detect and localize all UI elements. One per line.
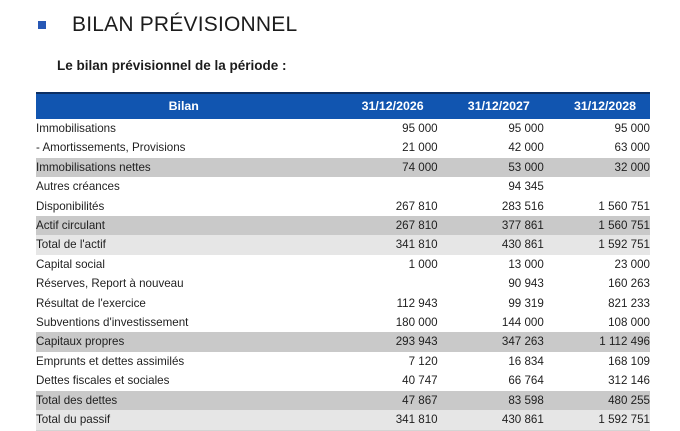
row-label: Emprunts et dettes assimilés [36,352,331,371]
row-value-2026: 95 000 [331,119,437,138]
table-row [36,294,650,313]
row-value-2026: 21 000 [331,138,437,157]
row-label: Capitaux propres [36,332,331,351]
column-header-2027: 31/12/2027 [438,93,544,119]
table-header [36,93,650,119]
column-header-2026: 31/12/2026 [331,93,437,119]
table-row [36,352,650,371]
row-value-2027: 430 861 [438,410,544,430]
row-label: Actif circulant [36,216,331,235]
row-label: Total du passif [36,410,331,430]
row-value-2026: 341 810 [331,410,437,430]
row-value-2028: 1 560 751 [544,197,650,216]
row-value-2028: 160 263 [544,274,650,293]
row-value-2026: 341 810 [331,235,437,254]
row-value-2026: 293 943 [331,332,437,351]
row-label: Subventions d'investissement [36,313,331,332]
balance-sheet-table [36,92,650,431]
table-row [36,410,650,430]
row-value-2028: 1 560 751 [544,216,650,235]
row-value-2027: 377 861 [438,216,544,235]
row-value-2026: 267 810 [331,197,437,216]
column-header-2028: 31/12/2028 [544,93,650,119]
row-value-2028: 32 000 [544,158,650,177]
row-value-2028: 1 592 751 [544,410,650,430]
row-value-2027: 83 598 [438,391,544,410]
table-row [36,391,650,410]
row-value-2027: 42 000 [438,138,544,157]
row-label: Immobilisations [36,119,331,138]
table-row [36,255,650,274]
column-header-bilan: Bilan [36,93,331,119]
row-value-2026: 40 747 [331,371,437,390]
table-row [36,313,650,332]
slide-title-row [38,13,297,37]
row-label: Autres créances [36,177,331,196]
row-value-2026: 74 000 [331,158,437,177]
bullet-square-icon [38,21,46,29]
balance-sheet-table-container [36,92,650,431]
table-row [36,119,650,138]
row-value-2028 [544,177,650,196]
table-body [36,119,650,430]
slide-subtitle: Le bilan prévisionnel de la période : [57,58,287,73]
row-value-2028: 312 146 [544,371,650,390]
row-value-2028: 1 112 496 [544,332,650,351]
table-row [36,216,650,235]
row-value-2028: 23 000 [544,255,650,274]
row-value-2026 [331,274,437,293]
row-value-2028: 108 000 [544,313,650,332]
row-value-2026: 180 000 [331,313,437,332]
table-row [36,197,650,216]
row-value-2027: 13 000 [438,255,544,274]
table-row [36,158,650,177]
row-value-2027: 66 764 [438,371,544,390]
row-value-2027: 430 861 [438,235,544,254]
table-row [36,332,650,351]
table-row [36,177,650,196]
row-label: Dettes fiscales et sociales [36,371,331,390]
row-value-2027: 99 319 [438,294,544,313]
row-value-2028: 821 233 [544,294,650,313]
row-value-2027: 53 000 [438,158,544,177]
row-value-2027: 90 943 [438,274,544,293]
table-row [36,274,650,293]
row-value-2027: 144 000 [438,313,544,332]
row-value-2026: 1 000 [331,255,437,274]
row-value-2027: 347 263 [438,332,544,351]
row-label: Résultat de l'exercice [36,294,331,313]
table-row [36,371,650,390]
row-label: Total des dettes [36,391,331,410]
row-value-2027: 94 345 [438,177,544,196]
row-value-2028: 168 109 [544,352,650,371]
row-value-2026: 47 867 [331,391,437,410]
row-value-2026: 267 810 [331,216,437,235]
row-value-2026 [331,177,437,196]
row-value-2026: 112 943 [331,294,437,313]
table-header-row [36,93,650,119]
row-label: Immobilisations nettes [36,158,331,177]
row-value-2027: 95 000 [438,119,544,138]
table-row [36,138,650,157]
row-label: Réserves, Report à nouveau [36,274,331,293]
row-value-2027: 283 516 [438,197,544,216]
row-value-2028: 480 255 [544,391,650,410]
row-value-2026: 7 120 [331,352,437,371]
row-label: Total de l'actif [36,235,331,254]
row-value-2028: 63 000 [544,138,650,157]
row-label: - Amortissements, Provisions [36,138,331,157]
table-row [36,235,650,254]
row-label: Disponibilités [36,197,331,216]
row-label: Capital social [36,255,331,274]
row-value-2028: 95 000 [544,119,650,138]
page-title: BILAN PRÉVISIONNEL [72,13,298,36]
row-value-2027: 16 834 [438,352,544,371]
row-value-2028: 1 592 751 [544,235,650,254]
